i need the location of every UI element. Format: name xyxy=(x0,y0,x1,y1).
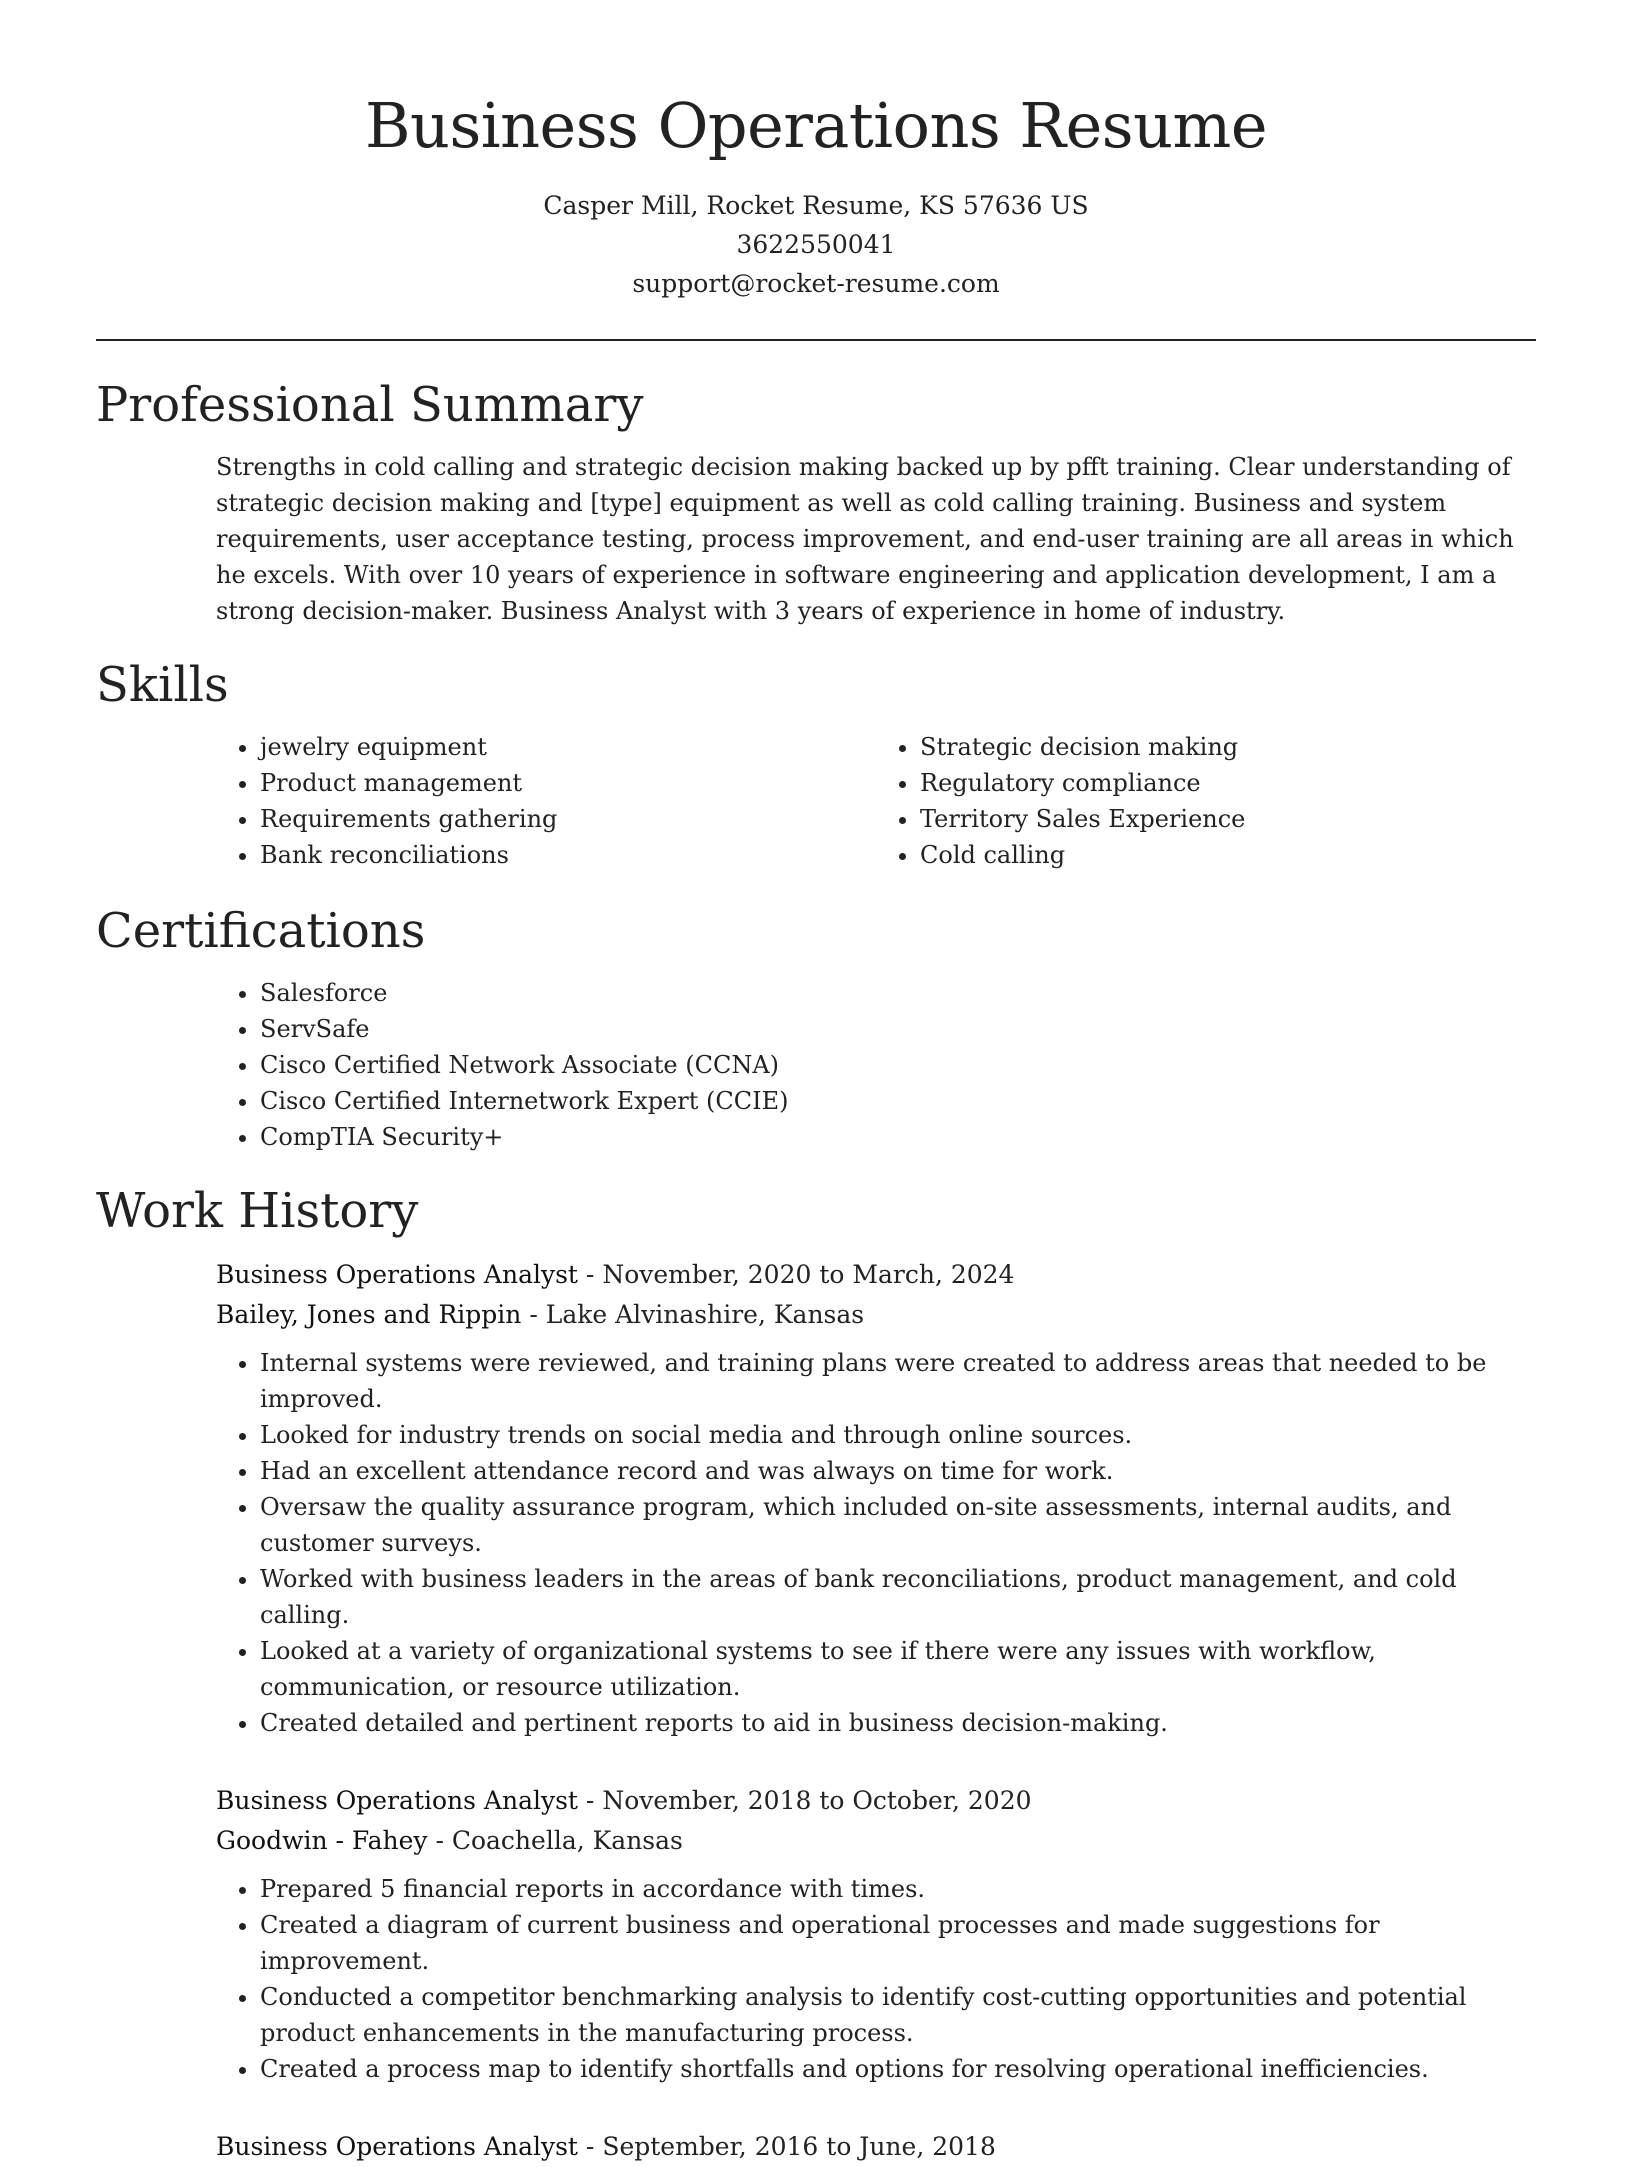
certification-item: • Cisco Certified Internetwork Expert (CCIE) xyxy=(260,1083,1536,1119)
job-duties-list xyxy=(216,1871,1536,2087)
job-duty-item: • Worked with business leaders in the areas of bank reconciliations, product management, and cold calling. xyxy=(260,1561,1536,1633)
skill-item: • jewelry equipment xyxy=(260,729,876,765)
job-title-line xyxy=(216,1255,1536,1295)
job-dates: November, 2020 to March, 2024 xyxy=(602,1260,1015,1289)
contact-address: Casper Mill, Rocket Resume, KS 57636 US xyxy=(543,191,1089,220)
job-duty-item: • Oversaw the quality assurance program, which included on-site assessments, internal audits, and customer surveys. xyxy=(260,1489,1536,1561)
separator: - xyxy=(577,2132,603,2161)
skill-item: • Requirements gathering xyxy=(260,801,876,837)
skill-item: • Regulatory compliance xyxy=(920,765,1536,801)
job-entry xyxy=(216,2127,1536,2167)
certification-item: • ServSafe xyxy=(260,1011,1536,1047)
job-dates: September, 2016 to June, 2018 xyxy=(602,2132,996,2161)
separator: - xyxy=(577,1786,603,1815)
skills-list-right xyxy=(876,729,1536,873)
job-company: Bailey, Jones and Rippin xyxy=(216,1300,522,1329)
job-entry xyxy=(216,1255,1536,1741)
job-duty-item: • Conducted a competitor benchmarking analysis to identify cost-cutting opportunities and potential product enhancements in the manufacturing process. xyxy=(260,1979,1536,2051)
job-title-line xyxy=(216,2127,1536,2167)
job-company-line xyxy=(216,1295,1536,1335)
certification-item: • Salesforce xyxy=(260,975,1536,1011)
skills-section xyxy=(96,655,1536,873)
resume-title: Business Operations Resume xyxy=(364,89,1268,162)
section-heading-summary: Professional Summary xyxy=(96,377,644,433)
job-duty-item: • Created detailed and pertinent reports to aid in business decision-making. xyxy=(260,1705,1536,1741)
header-divider xyxy=(96,339,1536,341)
resume-page xyxy=(96,0,1536,2167)
job-duties-list xyxy=(216,1345,1536,1741)
job-duty-item: • Prepared 5 financial reports in accordance with times. xyxy=(260,1871,1536,1907)
contact-info xyxy=(96,186,1536,303)
certifications-section xyxy=(96,901,1536,1155)
contact-phone: 3622550041 xyxy=(736,230,896,259)
section-heading-certifications: Certifications xyxy=(96,903,426,959)
job-location: Coachella, Kansas xyxy=(451,1826,683,1855)
skills-columns xyxy=(216,729,1536,873)
job-title: Business Operations Analyst xyxy=(216,1786,578,1815)
job-location: Lake Alvinashire, Kansas xyxy=(545,1300,865,1329)
section-heading-skills: Skills xyxy=(96,657,229,713)
skill-item: • Bank reconciliations xyxy=(260,837,876,873)
job-entry xyxy=(216,1781,1536,2087)
separator: - xyxy=(521,1300,546,1329)
separator: - xyxy=(577,1260,603,1289)
job-company: Goodwin - Fahey xyxy=(216,1826,428,1855)
job-duty-item: • Internal systems were reviewed, and training plans were created to address areas that needed to be improved. xyxy=(260,1345,1536,1417)
job-title: Business Operations Analyst xyxy=(216,1260,578,1289)
certification-item: • CompTIA Security+ xyxy=(260,1119,1536,1155)
job-company-line xyxy=(216,1821,1536,1861)
skill-item: • Strategic decision making xyxy=(920,729,1536,765)
skill-item: • Cold calling xyxy=(920,837,1536,873)
separator: - xyxy=(427,1826,452,1855)
job-duty-item: • Created a process map to identify shortfalls and options for resolving operational inefficiencies. xyxy=(260,2051,1536,2087)
certification-item: • Cisco Certified Network Associate (CCNA) xyxy=(260,1047,1536,1083)
job-title-line xyxy=(216,1781,1536,1821)
summary-paragraph: Strengths in cold calling and strategic decision making backed up by pfft training. Clear understanding of strategic decision making and [type] equipment as well as cold calling training. Business and system requirements, user acceptance testing, process improvement, and end-user training are all areas in which he excels. With over 10 years of experience in software engineering and application development, I am a strong decision-maker. Business Analyst with 3 years of experience in home of industry. xyxy=(216,453,1514,625)
work-history-section xyxy=(96,1181,1536,2167)
skills-list-left xyxy=(216,729,876,873)
professional-summary-section xyxy=(96,375,1536,629)
skill-item: • Product management xyxy=(260,765,876,801)
contact-email: support@rocket-resume.com xyxy=(632,269,1000,298)
job-duty-item: • Had an excellent attendance record and was always on time for work. xyxy=(260,1453,1536,1489)
section-heading-work-history: Work History xyxy=(96,1183,419,1239)
certifications-list xyxy=(216,975,1536,1155)
certifications-list-wrap xyxy=(216,975,1536,1155)
job-duty-item: • Looked at a variety of organizational systems to see if there were any issues with workflow, communication, or resource utilization. xyxy=(260,1633,1536,1705)
job-dates: November, 2018 to October, 2020 xyxy=(602,1786,1032,1815)
skill-item: • Territory Sales Experience xyxy=(920,801,1536,837)
job-duty-item: • Created a diagram of current business and operational processes and made suggestions for improvement. xyxy=(260,1907,1536,1979)
job-duty-item: • Looked for industry trends on social media and through online sources. xyxy=(260,1417,1536,1453)
job-title: Business Operations Analyst xyxy=(216,2132,578,2161)
